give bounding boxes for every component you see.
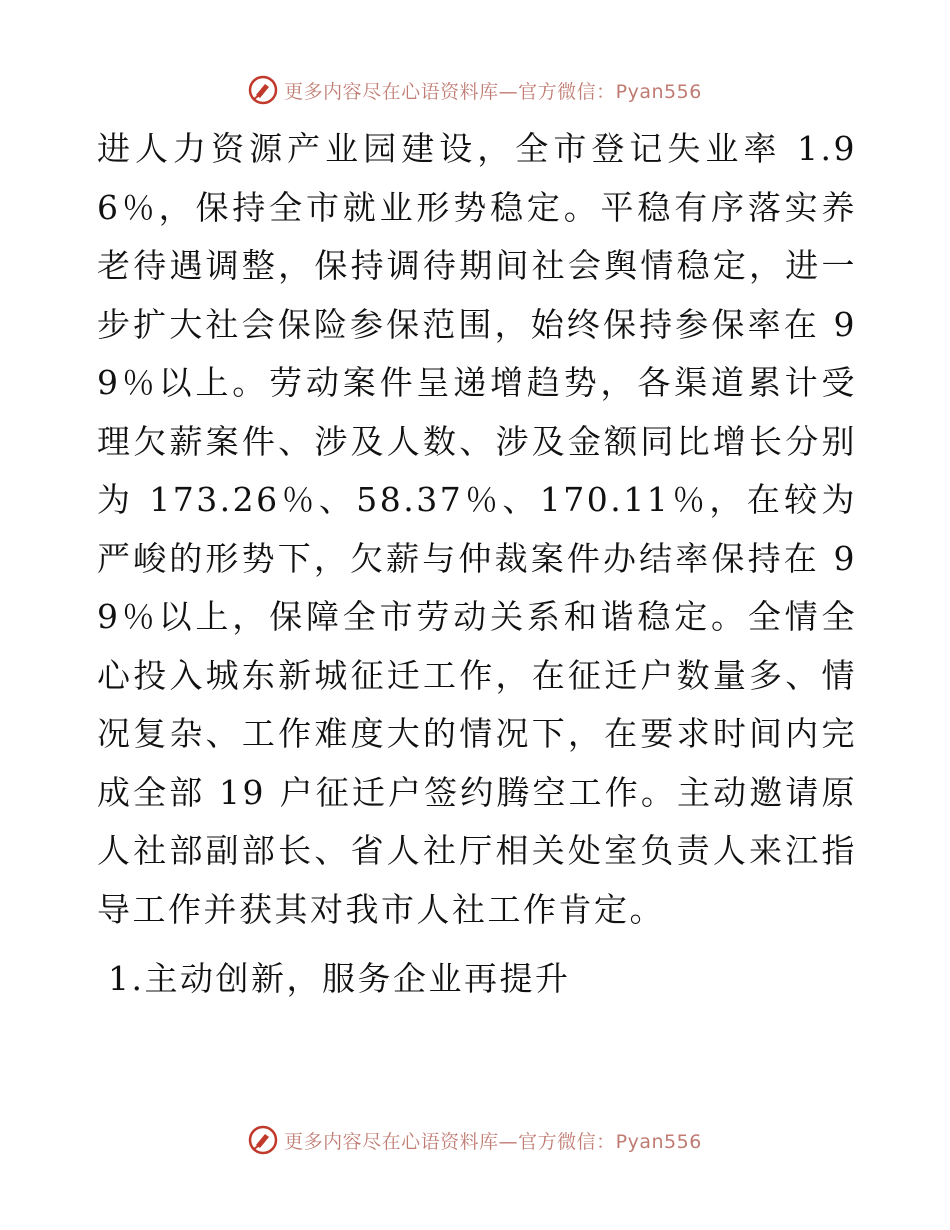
section-heading: 1.主动创新，服务企业再提升 [108, 959, 571, 998]
watermark-header [0, 70, 950, 110]
brand-logo-icon [248, 1125, 278, 1155]
watermark-text: 更多内容尽在心语资料库—官方微信：Pyan556 [284, 1130, 702, 1153]
watermark-footer [0, 1120, 950, 1160]
brand-logo-icon [248, 75, 278, 105]
watermark-text: 更多内容尽在心语资料库—官方微信：Pyan556 [284, 80, 702, 103]
body-paragraph: 进人力资源产业园建设，全市登记失业率 1.96％，保持全市就业形势稳定。平稳有序落实养老待遇调整，保持调待期间社会舆情稳定，进一步扩大社会保险参保范围，始终保持参保率在 99％以上。劳动案件呈递增趋势，各渠道累计受理欠薪案件、涉及人数、涉及金额同比增长分别为 173.26％、58.37％、170.11％，在较为严峻的形势下，欠薪与仲裁案件办结率保持在 99％以上，保障全市劳动关系和谐稳定。全情全心投入城东新城征迁工作，在征迁户数量多、情况复杂、工作难度大的情况下，在要求时间内完成全部 19 户征迁户签约腾空工作。主动邀请原人社部副部长、省人社厅相关处室负责人来江指导工作并获其对我市人社工作肯定。 [97, 129, 857, 929]
document-body [97, 120, 857, 939]
